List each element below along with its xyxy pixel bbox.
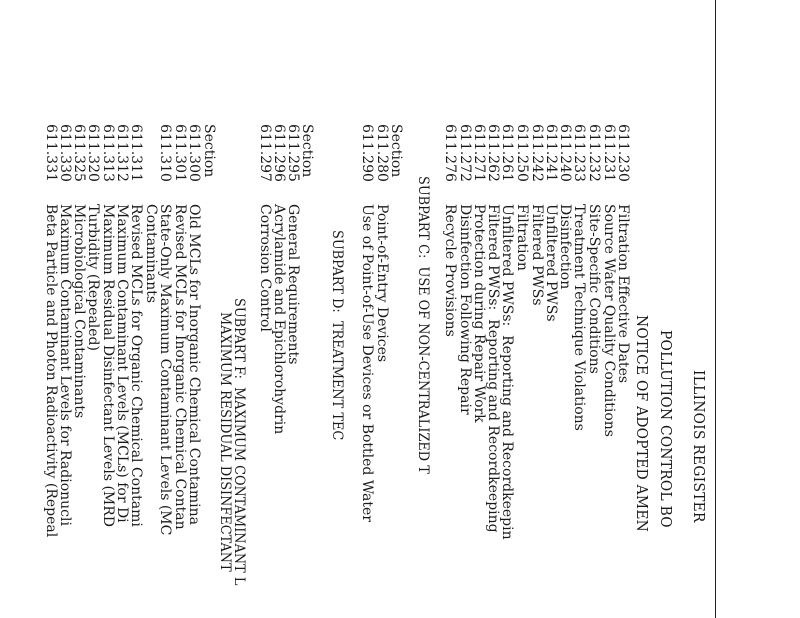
- board-title: POLLUTION CONTROL BO: [657, 330, 675, 528]
- subpart-f-heading: SUBPART F: MAXIMUM CONTAMINANT L: [231, 298, 247, 586]
- subpart-d-heading: SUBPART D: TREATMENT TEC: [329, 230, 345, 441]
- subpart-c-heading: SUBPART C: USE OF NON-CENTRALIZED T: [415, 176, 431, 474]
- header-rule: [715, 0, 716, 618]
- section-label: Section: [201, 124, 217, 178]
- document-page: ILLINOIS REGISTER POLLUTION CONTROL BO NOTICE OF ADOPTED AMEN 611.230 Filtration Effective Dates 611.231 Source Water Quality Conditions 611.232 Site-Specific Conditions 611.233 Treatment Technique Violations 611.240 Disinfection 611.241 Unfiltered PWSs 611.242 Filtered PWSs 611.250 Filtration 611.261 Unfiltered PWSs: Reporting and Recordkeepin 611.262 Filtered PWSs: Reporting and Recordkeeping 611.271 Protection during Repair Work 611.272 Disinfection Following Repair 611.276 Recycle Provisions SUBPART C: USE OF NON-CENTRALIZED T Section 611.280 Point-of-Entry Devices 611.290 Use of Point-of-Use Devices or Bottled Water SUBPART D: TREATMENT TEC Section 611.295 General Requirements 611.296 Acrylamide and Epichlorohydrin 611.297 Corrosion Control SUBPART F: MAXIMUM CONTAMINANT L MAXIMUM RESIDUAL DISINFECTANT Section 611.300 Old MCLs for Inorganic Chemical Contamina 611.301 Revised MCLs for Inorganic Chemical Contan 611.310 State-Only Maximum Contaminant Levels (MC Contaminants 611.311 Revised MCLs for Organic Chemical Contami 611.312 Maximum Contaminant Levels (MCLs) for Di 611.313 Maximum Residual Disinfectant Levels (MRD 611.320 Turbidity (Repealed) 611.325 Microbiological Contaminants 611.330 Maximum Contaminant Levels for Radionucli 611.331 Beta Particle and Photon Radioactivity (Repeal: [0, 0, 800, 618]
- subpart-f-subheading: MAXIMUM RESIDUAL DISINFECTANT: [217, 312, 233, 572]
- section-label: Section: [388, 124, 404, 178]
- section-label: Section: [299, 124, 315, 178]
- register-title: ILLINOIS REGISTER: [690, 370, 708, 523]
- notice-title: NOTICE OF ADOPTED AMEN: [633, 315, 651, 533]
